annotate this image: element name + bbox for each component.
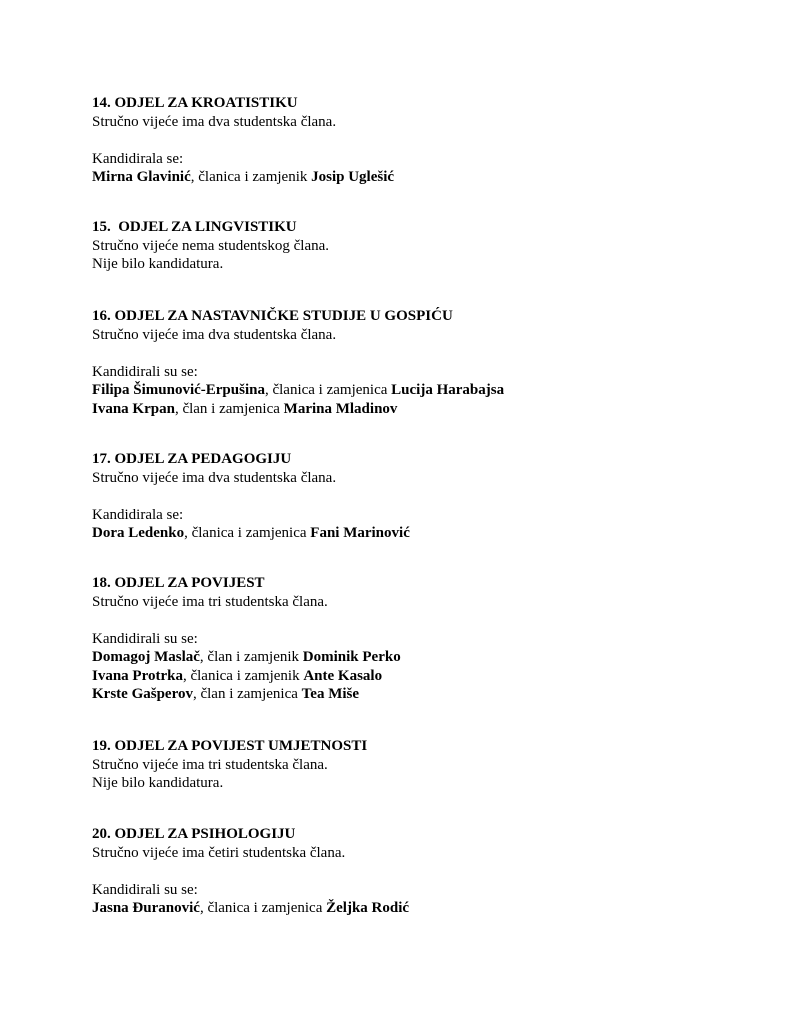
section-20 <box>92 825 732 918</box>
section-heading: 17. ODJEL ZA PEDAGOGIJU <box>92 451 292 467</box>
section-19 <box>92 737 732 793</box>
candidate-role: , članica i zamjenik <box>182 667 304 684</box>
candidates-intro: Kandidirali su se: <box>92 630 198 647</box>
deputy-name: Marina Mladinov <box>283 400 398 417</box>
deputy-name: Dominik Perko <box>302 649 401 665</box>
deputy-name: Ante Kasalo <box>303 667 383 684</box>
candidate-line <box>92 524 732 543</box>
candidate-line <box>92 667 732 686</box>
candidate-line <box>92 685 732 704</box>
section-info: Stručno vijeće ima tri studentska člana. <box>92 593 328 610</box>
section-info: Stručno vijeće ima dva studentska člana. <box>92 469 337 486</box>
deputy-name: Željka Rodić <box>326 900 410 916</box>
candidate-name: Krste Gašperov <box>92 686 193 702</box>
deputy-name: Lucija Harabajsa <box>391 382 505 398</box>
candidate-name: Domagoj Maslač <box>92 649 200 665</box>
section-heading: 18. ODJEL ZA POVIJEST <box>92 575 265 591</box>
candidate-role: , članica i zamjenik <box>190 169 312 185</box>
section-17 <box>92 450 732 543</box>
section-info: Stručno vijeće ima tri studentska člana. <box>92 756 328 773</box>
candidates-intro: Kandidirala se: <box>92 150 184 167</box>
section-14 <box>92 94 732 187</box>
section-heading: 16. ODJEL ZA NASTAVNIČKE STUDIJE U GOSPIĆU <box>92 308 453 324</box>
candidate-name: Dora Ledenko <box>92 525 185 541</box>
candidate-line <box>92 648 732 667</box>
deputy-name: Tea Miše <box>301 686 360 702</box>
candidates-intro: Kandidirali su se: <box>92 881 198 898</box>
candidate-name: Mirna Glavinić <box>92 169 191 185</box>
section-heading: 14. ODJEL ZA KROATISTIKU <box>92 95 298 111</box>
deputy-name: Josip Uglešić <box>311 169 395 185</box>
candidate-role: , članica i zamjenica <box>199 900 327 916</box>
section-note: Nije bilo kandidatura. <box>92 775 224 791</box>
section-16 <box>92 307 732 418</box>
section-note: Nije bilo kandidatura. <box>92 256 224 272</box>
section-info: Stručno vijeće ima dva studentska člana. <box>92 326 337 343</box>
candidate-role: , član i zamjenik <box>199 649 303 665</box>
deputy-name: Fani Marinović <box>310 525 410 541</box>
candidate-name: Jasna Đuranović <box>92 900 200 916</box>
candidates-intro: Kandidirala se: <box>92 506 184 523</box>
candidate-role: , članica i zamjenica <box>184 525 311 541</box>
section-info: Stručno vijeće nema studentskog člana. <box>92 237 330 254</box>
section-heading: 19. ODJEL ZA POVIJEST UMJETNOSTI <box>92 738 368 754</box>
candidate-line <box>92 168 732 187</box>
section-heading: 20. ODJEL ZA PSIHOLOGIJU <box>92 826 296 842</box>
candidate-name: Ivana Protrka <box>92 667 183 684</box>
section-info: Stručno vijeće ima četiri studentska člana. <box>92 844 346 861</box>
candidate-line <box>92 381 732 400</box>
candidate-name: Filipa Šimunović-Erpušina <box>92 382 265 398</box>
candidate-line <box>92 899 732 918</box>
candidate-name: Ivana Krpan <box>92 400 175 417</box>
candidates-intro: Kandidirali su se: <box>92 363 198 380</box>
section-18 <box>92 574 732 704</box>
candidate-role: , članica i zamjenica <box>264 382 392 398</box>
candidate-role: , član i zamjenica <box>174 400 284 417</box>
candidate-line <box>92 400 732 419</box>
section-info: Stručno vijeće ima dva studentska člana. <box>92 113 337 130</box>
candidate-role: , član i zamjenica <box>192 686 302 702</box>
section-heading: 15. ODJEL ZA LINGVISTIKU <box>92 219 297 235</box>
section-15 <box>92 218 732 274</box>
